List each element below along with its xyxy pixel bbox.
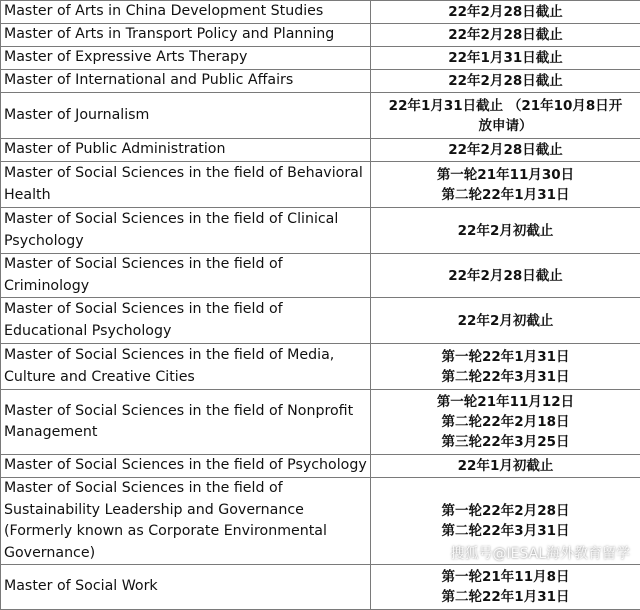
deadline-cell: 第一轮21年11月12日 第二轮22年2月18日 第三轮22年3月25日 — [371, 390, 640, 455]
table-row — [1, 298, 640, 344]
deadline-cell: 第一轮22年1月31日 第二轮22年3月31日 — [371, 344, 640, 390]
program-cell: Master of International and Public Affairs — [1, 70, 371, 93]
deadline-cell: 22年2月28日截止 — [371, 70, 640, 93]
program-cell: Master of Public Administration — [1, 139, 371, 162]
table-row — [1, 162, 640, 208]
program-cell: Master of Social Sciences in the field of Criminology — [1, 254, 371, 298]
deadline-cell: 22年2月初截止 — [371, 208, 640, 254]
program-cell: Master of Social Sciences in the field of Media, Culture and Creative Cities — [1, 344, 371, 390]
program-cell: Master of Journalism — [1, 93, 371, 139]
deadline-cell: 22年2月28日截止 — [371, 139, 640, 162]
program-cell: Master of Social Sciences in the field of Behavioral Health — [1, 162, 371, 208]
deadline-cell: 第一轮21年11月8日 第二轮22年1月31日 — [371, 565, 640, 610]
deadline-cell: 22年2月初截止 — [371, 298, 640, 344]
table-row — [1, 93, 640, 139]
table-row — [1, 70, 640, 93]
table-row — [1, 208, 640, 254]
program-cell: Master of Social Sciences in the field of Sustainability Leadership and Governance (Formerly known as Corporate Environmental Governance) — [1, 478, 371, 565]
table-row — [1, 1, 640, 24]
deadline-cell: 22年2月28日截止 — [371, 24, 640, 47]
deadline-cell: 22年1月初截止 — [371, 455, 640, 478]
deadline-cell: 第一轮22年2月28日 第二轮22年3月31日 — [371, 478, 640, 565]
table-row — [1, 139, 640, 162]
table-row — [1, 390, 640, 455]
watermark: 搜狐号@IESAL海外教育留学 — [451, 543, 631, 563]
deadline-cell: 第一轮21年11月30日 第二轮22年1月31日 — [371, 162, 640, 208]
deadline-cell: 22年2月28日截止 — [371, 254, 640, 298]
program-cell: Master of Social Sciences in the field of Psychology — [1, 455, 371, 478]
program-cell: Master of Arts in Transport Policy and Planning — [1, 24, 371, 47]
program-cell: Master of Social Sciences in the field of Clinical Psychology — [1, 208, 371, 254]
table-row — [1, 254, 640, 298]
program-cell: Master of Social Work — [1, 565, 371, 610]
table-row — [1, 344, 640, 390]
table-row — [1, 24, 640, 47]
deadline-cell: 22年1月31日截止 （21年10月8日开 放申请） — [371, 93, 640, 139]
deadline-cell: 22年2月28日截止 — [371, 1, 640, 24]
deadline-cell: 22年1月31日截止 — [371, 47, 640, 70]
table-row — [1, 455, 640, 478]
table-row — [1, 565, 640, 610]
program-cell: Master of Expressive Arts Therapy — [1, 47, 371, 70]
program-cell: Master of Arts in China Development Studies — [1, 1, 371, 24]
program-cell: Master of Social Sciences in the field of Educational Psychology — [1, 298, 371, 344]
program-cell: Master of Social Sciences in the field of Nonprofit Management — [1, 390, 371, 455]
table-row — [1, 47, 640, 70]
